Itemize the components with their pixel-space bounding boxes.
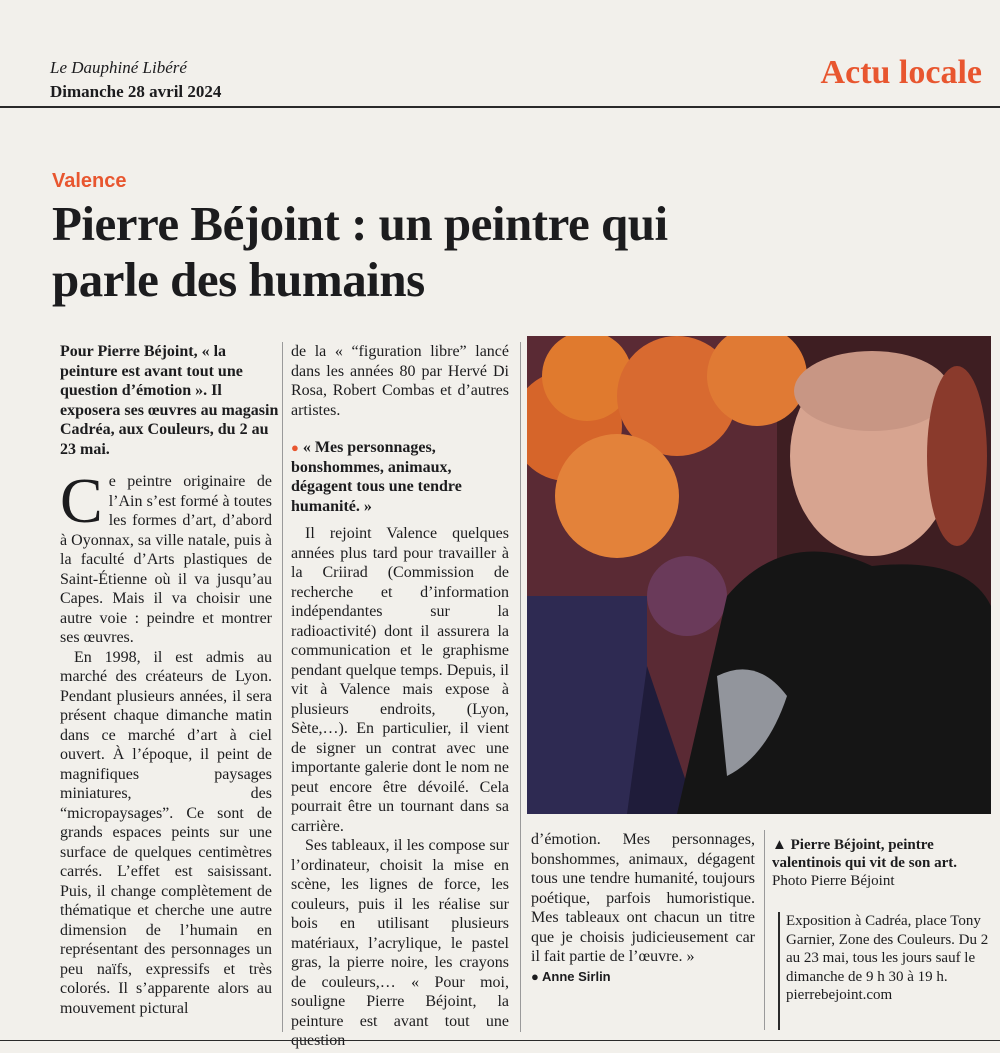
column-divider <box>764 830 765 1030</box>
website-link[interactable]: pierrebejoint.com <box>786 987 893 1003</box>
info-text: Exposition à Cadréa, place Tony Garnier, Zone des Couleurs. Du 2 au 23 mai, tous les jours sauf le dimanche de 9 h 30 à 19 h. <box>786 913 989 985</box>
portrait-photo <box>527 336 991 814</box>
article-column-3 <box>531 830 755 986</box>
section-rubric: Actu locale <box>820 54 982 91</box>
paragraph: de la « “figuration libre” lancé dans les années 80 par Hervé Di Rosa, Robert Combas et d’autres artistes. <box>291 343 509 419</box>
photo-credit: Photo Pierre Béjoint <box>772 873 895 889</box>
author-bullet-icon: ● <box>531 968 539 984</box>
article-author: ● Anne Sirlin <box>531 968 611 984</box>
article-column-1 <box>60 465 272 1018</box>
article-kicker: Valence <box>52 170 127 192</box>
paragraph: Ce peintre originaire de l’Ain s’est formé à toutes les formes d’art, d’abord à Oyonnax, sa ville natale, puis à la faculté d’Arts plastiques de Saint-Étienne où il va jusqu’au Capes. Mais il va choisir une autre voie : peindre et montrer ses œuvres. <box>60 465 272 646</box>
article-lead: Pour Pierre Béjoint, « la peinture est avant tout une question d’émotion ». Il exposera ses œuvres au magasin Cadréa, aux Couleurs, du 2 au 23 mai. <box>60 343 279 458</box>
paragraph: En 1998, il est admis au marché des créateurs de Lyon. Pendant plusieurs années, il sera présent chaque dimanche matin dans ce marché d’art à ciel ouvert. À l’époque, il peint de magnifiques paysages miniatures, des “micropaysages”. Ce sont de grands espaces peints sur une surface de quelques centimètres carrés. L’effet est saisissant. Puis, il change complètement de thématique et cherche une autre dimension de l’humain en représentant des personnages un peu naïfs, expressifs et très colorés. Il s’apparente alors au mouvement pictural <box>60 648 272 1017</box>
paragraph: d’émotion. Mes personnages, bonshommes, animaux, dégagent tous une tendre humanité, toujours poétique, parfois humoristique. Mes tableaux ont chacun un titre que je choisis judicieusement car il fait partie de l’œuvre. » <box>531 831 755 965</box>
info-box-bar <box>778 912 780 1030</box>
publication-date: Dimanche 28 avril 2024 <box>50 82 222 101</box>
column-divider <box>282 342 283 1032</box>
footer-divider <box>0 1040 1000 1041</box>
paragraph: Ses tableaux, il les compose sur l’ordinateur, choisit la mise en scène, les lignes de force, les couleurs, puis il les réalise sur bois en utilisant plusieurs matériaux, l’acrylique, le pastel gras, la pierre noire, les crayons de couleurs,… « Pour moi, souligne Pierre Béjoint, la peinture est avant tout une question <box>291 837 509 1049</box>
publication-name: Le Dauphiné Libéré <box>50 58 187 77</box>
triangle-icon: ▲ <box>772 837 787 853</box>
paragraph: Il rejoint Valence quelques années plus tard pour travailler à la Criirad (Commission de recherche et d’information indépendantes sur la radioactivité) dont il assurera la communication et le graphisme pendant quelque temps. Depuis, il vit à Valence mais expose à plusieurs endroits, (Lyon, Sète,…). En particulier, il vient de signer un contrat avec une importante galerie dont le nom ne peut encore être dévoilé. Cela pourrait être un tournant dans sa carrière. <box>291 525 509 835</box>
header-divider <box>0 106 1000 108</box>
bullet-icon: ● <box>291 440 299 455</box>
exhibition-info <box>786 912 991 1005</box>
article-column-2 <box>291 342 509 1051</box>
drop-cap: C <box>60 465 103 536</box>
pull-quote: ● « Mes personnages, bonshommes, animaux, dégagent tous une tendre humanité. » <box>291 439 462 515</box>
photo-caption: ▲ Pierre Béjoint, peintre valentinois qui vit de son art. Photo Pierre Béjoint <box>772 837 958 889</box>
column-divider <box>520 342 521 1032</box>
portrait-image-icon <box>527 336 991 814</box>
article-headline: Pierre Béjoint : un peintre qui parle des humains <box>52 196 668 307</box>
